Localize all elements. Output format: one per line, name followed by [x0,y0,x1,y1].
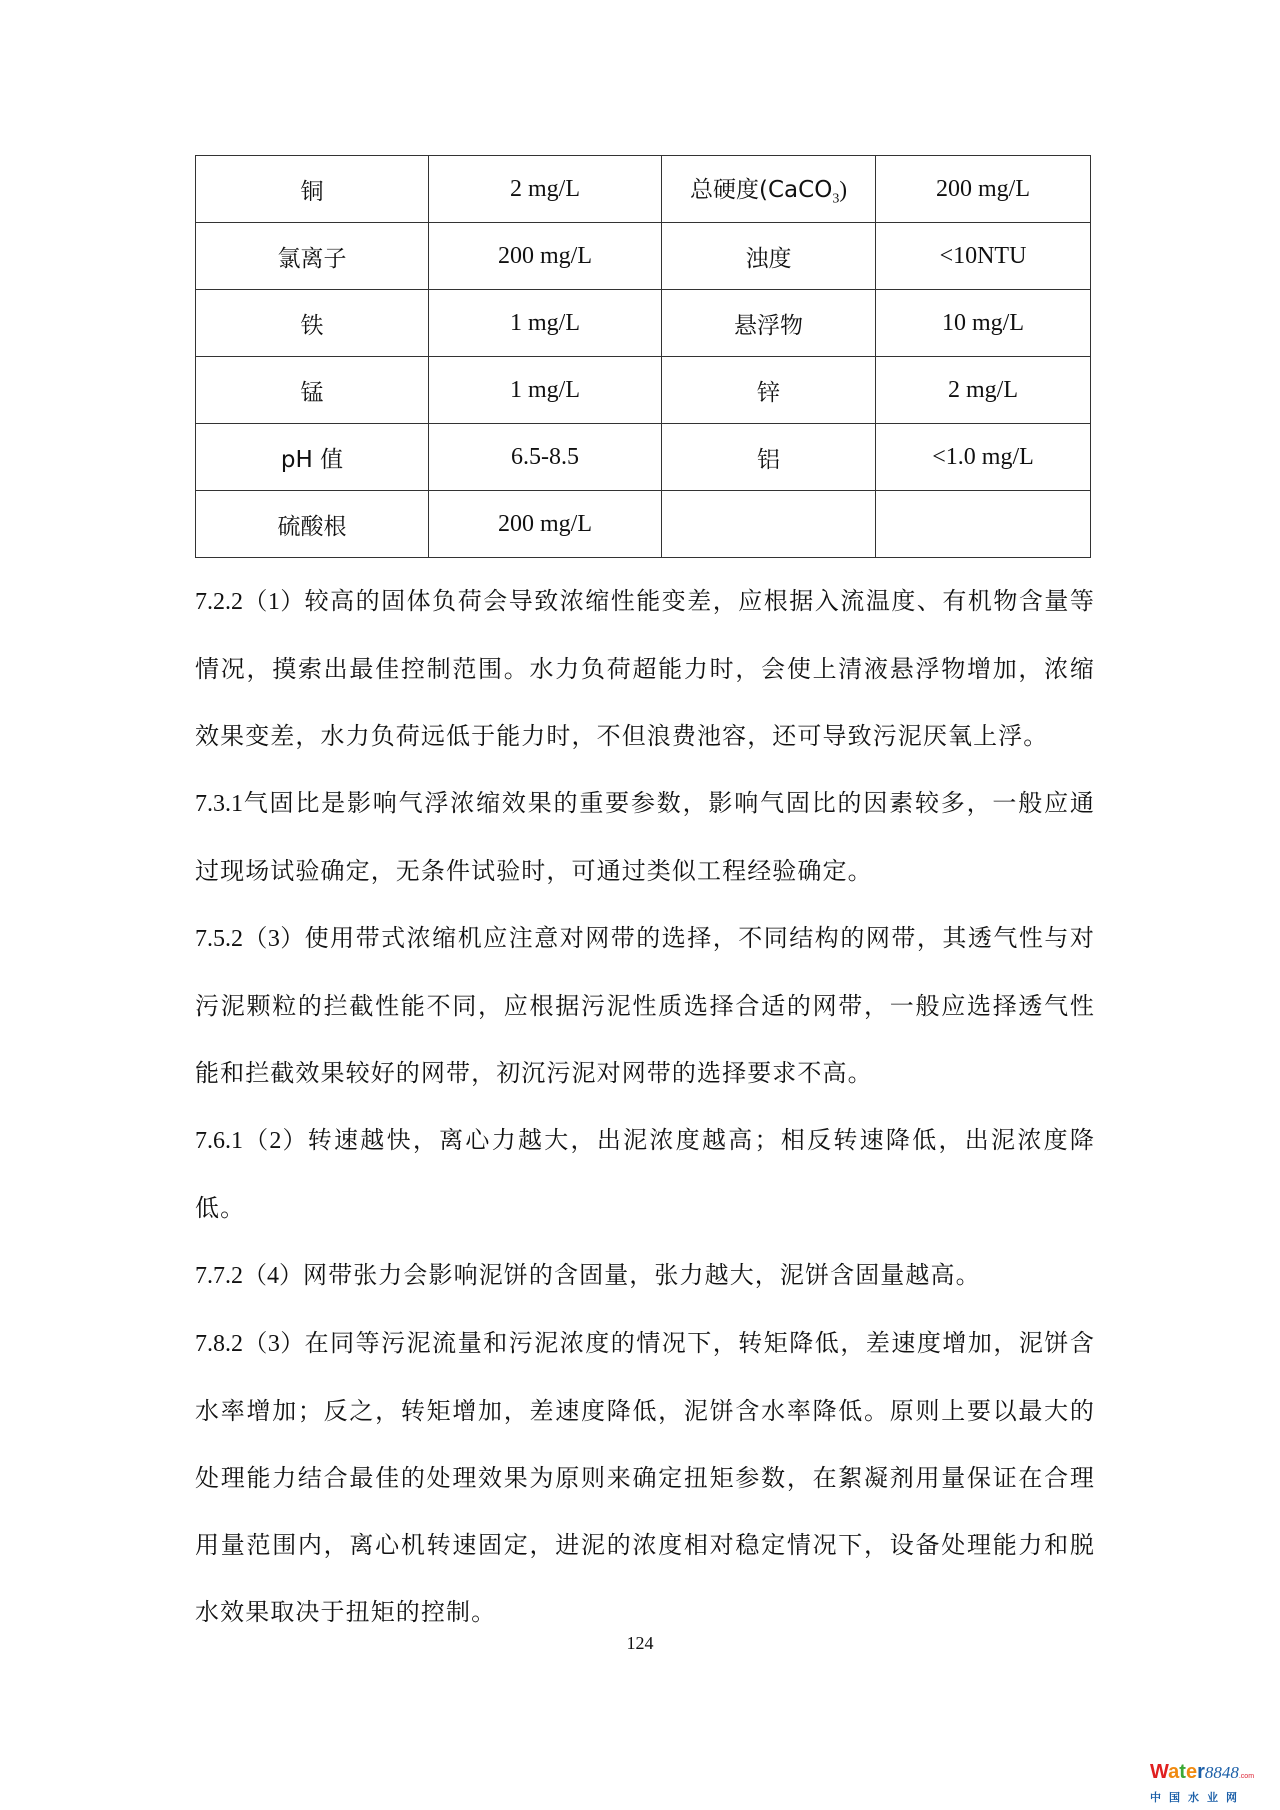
page-number: 124 [626,1633,654,1653]
table-row [196,156,1091,223]
parameter-value-cell [876,357,1091,424]
parameter-name-cell [662,223,876,290]
parameter-name-cell [196,491,429,558]
parameter-value-cell [429,357,662,424]
parameter-value-cell [429,424,662,491]
watermark-brand-number: 8848 [1204,1763,1239,1782]
parameter-name-cell [196,223,429,290]
watermark-brand [1150,1762,1270,1787]
parameter-value-cell [876,424,1091,491]
table-row [196,491,1091,558]
table-row [196,290,1091,357]
parameter-name-cell [196,156,429,223]
table-row [196,424,1091,491]
cell-text: 6.5-8.5 [511,443,579,470]
parameter-value-cell [429,491,662,558]
clause-number: 7.2.2（1） [195,589,305,615]
parameter-name-cell [196,357,429,424]
paragraph [195,905,1095,1107]
cell-text: 锌 [757,379,780,406]
parameter-value-cell [876,290,1091,357]
parameter-name-cell [662,290,876,357]
paragraph-text: 气固比是影响气浮浓缩效果的重要参数，影响气固比的因素较多，一般应通过现场试验确定，无条件试验时，可通过类似工程经验确定。 [195,789,1095,885]
watermark-subtitle: 中国水业网 [1150,1791,1245,1804]
cell-text: pH 值 [280,446,344,473]
table-row [196,357,1091,424]
cell-text: 2 mg/L [948,376,1018,403]
parameter-value-cell [429,156,662,223]
watermark-letter: e [1185,1761,1198,1783]
cell-text: 锰 [300,379,324,406]
parameter-name-cell [196,290,429,357]
clause-number: 7.8.2（3） [195,1331,305,1357]
table-row [196,223,1091,290]
cell-text: 浊度 [745,245,792,272]
paragraph [195,568,1095,770]
cell-text: 总硬度(CaCO [690,176,833,203]
parameter-value-cell [876,491,1091,558]
water-quality-table [195,155,1091,558]
parameter-name-cell [662,357,876,424]
watermark-letter: t [1179,1761,1186,1783]
cell-text: 200 mg/L [936,175,1030,202]
watermark-letter: a [1168,1761,1180,1783]
clause-number: 7.7.2（4） [195,1263,303,1289]
parameter-name-cell [662,156,876,223]
cell-text: <10NTU [939,242,1027,269]
paragraph [195,770,1095,905]
watermark-brand-letters [1150,1761,1205,1783]
cell-text-suffix: ) [839,176,847,202]
cell-text: 1 mg/L [510,309,580,336]
paragraph [195,1242,1095,1310]
watermark-letter: r [1197,1761,1205,1783]
paragraph-text: 使用带式浓缩机应注意对网带的选择，不同结构的网带，其透气性与对污泥颗粒的拦截性能不同，应根据污泥性质选择合适的网带，一般应选择透气性能和拦截效果较好的网带，初沉污泥对网带的选择要求不高。 [195,924,1095,1087]
cell-text: 硫酸根 [277,513,347,540]
parameter-value-cell [429,223,662,290]
paragraph [195,1107,1095,1242]
cell-subscript: 3 [832,191,840,207]
watermark-brand-suffix: .com [1238,1773,1255,1780]
watermark-letter: W [1150,1761,1169,1783]
clause-number: 7.5.2（3） [195,926,305,952]
clause-number: 7.3.1 [195,791,243,817]
parameter-name-cell [662,424,876,491]
cell-text: 铁 [300,312,324,339]
parameter-name-cell [662,491,876,558]
cell-text: 200 mg/L [498,242,592,269]
parameter-value-cell [429,290,662,357]
cell-text: 悬浮物 [734,312,803,339]
cell-text: 10 mg/L [942,309,1024,336]
paragraph-text: 网带张力会影响泥饼的含固量，张力越大，泥饼含固量越高。 [303,1261,981,1289]
cell-text: <1.0 mg/L [932,443,1034,470]
cell-text: 氯离子 [277,245,347,272]
body-text [195,568,1095,1646]
paragraph-text: 在同等污泥流量和污泥浓度的情况下，转矩降低，差速度增加，泥饼含水率增加；反之，转矩增加，差速度降低，泥饼含水率降低。原则上要以最大的处理能力结合最佳的处理效果为原则来确定扭矩参数，在絮凝剂用量保证在合理用量范围内，离心机转速固定，进泥的浓度相对稳定情况下，设备处理能力和脱水效果取决于扭矩的控制。 [195,1329,1095,1626]
watermark-logo [1150,1762,1270,1805]
parameter-name-cell [196,424,429,491]
cell-text: 200 mg/L [498,510,592,537]
cell-text: 2 mg/L [510,175,580,202]
paragraph-text: 较高的固体负荷会导致浓缩性能变差，应根据入流温度、有机物含量等情况，摸索出最佳控制范围。水力负荷超能力时，会使上清液悬浮物增加，浓缩效果变差，水力负荷远低于能力时，不但浪费池容，还可导致污泥厌氧上浮。 [195,587,1095,750]
cell-text: 1 mg/L [510,376,580,403]
paragraph-text: 转速越快，离心力越大，出泥浓度越高；相反转速降低，出泥浓度降低。 [195,1126,1096,1222]
cell-text: 铜 [300,178,324,205]
cell-text: 铝 [757,446,780,473]
parameter-value-cell [876,156,1091,223]
water-quality-table-body [196,156,1091,558]
paragraph [195,1310,1095,1646]
clause-number: 7.6.1（2） [195,1128,308,1154]
parameter-value-cell [876,223,1091,290]
